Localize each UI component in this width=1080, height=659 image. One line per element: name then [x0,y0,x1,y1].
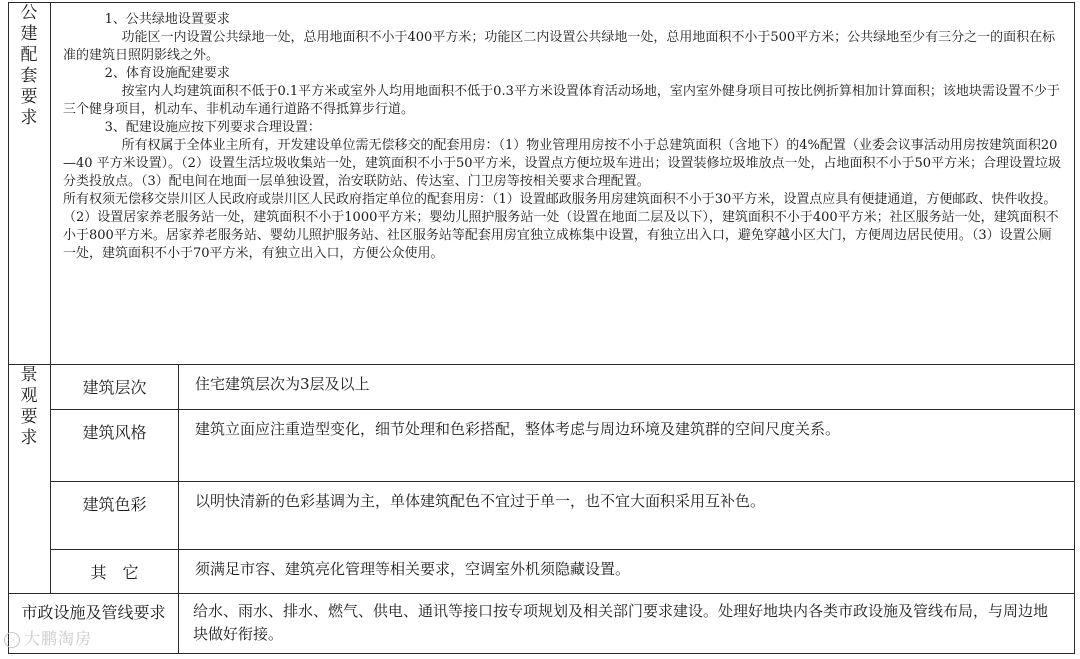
landscape-label-char: 求 [20,428,39,448]
landscape-label [9,365,50,449]
public-facilities-label-char: 配 [20,45,39,65]
landscape-row-2 [9,410,1075,482]
watermark [4,626,92,649]
landscape-value-cell [179,365,1075,410]
regulation-table [8,2,1075,654]
landscape-sub-label: 建筑风格 [82,423,147,442]
paragraph: 功能区一内设置公共绿地一处，总用地面积不小于400平方米；功能区二内设置公共绿地一处，总用地面积不小于500平方米；公共绿地至少有三分之一的面积在标准的建筑日照阴影线之外。 [63,30,1056,63]
landscape-value: 住宅建筑层次为3层及以上 [195,375,370,393]
public-facilities-label-char: 建 [20,24,39,44]
landscape-value: 须满足市容、建筑亮化管理等相关要求，空调室外机须隐藏设置。 [195,560,631,578]
landscape-sub-label-cell [51,365,179,410]
landscape-sub-label-cell [51,482,179,550]
public-facilities-label-char: 求 [20,108,39,128]
landscape-value: 建筑立面应注重造型变化，细节处理和色彩搭配，整体考虑与周边环境及建筑群的空间尺度关系。 [195,420,841,438]
public-facilities-label-cell [9,3,51,365]
paragraph: 2、体育设施配建要求 [104,66,230,81]
landscape-label-char: 景 [20,365,39,385]
landscape-value: 以明快清新的色彩基调为主，单体建筑配色不宜过于单一，也不宜大面积采用互补色。 [195,492,766,510]
landscape-sub-label: 建筑层次 [82,378,147,397]
watermark-logo-icon [4,632,20,648]
paragraph: 所有权须无偿移交崇川区人民政府或崇川区人民政府指定单位的配套用房：（1）设置邮政服务用房建筑面积不小于30平方米，设置点应具有便捷通道，方便邮政、快件收投。（2）设置居家养老服务站一处，建筑面积不小于1000平方米；婴幼儿照护服务站一处（设置在地面二层及以下），建筑面积不小于400平方米；社区服务站一处，建筑面积不小于800平方米。居家养老服务站、婴幼儿照护服务站、社区服务站等配套用房宜独立成栋集中设置，有独立出入口，避免穿越小区大门，方便周边居民使用。（3）设置公厕一处，建筑面积不小于70平方米，有独立出入口，方便公众使用。 [63,192,1059,261]
landscape-label-char: 观 [20,386,39,406]
landscape-sub-label-cell [51,410,179,482]
paragraph: 1、公共绿地设置要求 [104,12,230,27]
paragraph: 按室内人均建筑面积不低于0.1平方米或室外人均用地面积不低于0.3平方米设置体育活动场地，室内室外健身项目可按比例折算相加计算面积；该地块需设置不少于三个健身项目，机动车、非机动车通行道路不得抵算步行道。 [63,84,1060,117]
landscape-row-4 [9,550,1075,594]
municipal-value: 给水、雨水、排水、燃气、供电、通讯等接口按专项规划及相关部门要求建设。处理好地块内各类市政设施及管线布局，与周边地块做好衔接。 [193,602,1049,643]
public-facilities-row [9,3,1075,365]
municipal-row [9,594,1075,654]
landscape-row-1 [9,365,1075,410]
landscape-sub-label: 建筑色彩 [82,495,147,514]
landscape-value-cell [179,410,1075,482]
public-facilities-label [9,3,50,129]
watermark-text: 大鹏淘房 [24,629,93,648]
public-facilities-label-char: 要 [20,87,39,107]
public-facilities-text [51,3,1074,263]
public-facilities-label-char: 公 [20,3,39,23]
landscape-sub-label: 其 它 [90,563,139,582]
paragraph: 3、配建设施应按下列要求合理设置： [104,120,321,135]
municipal-value-cell [179,594,1075,654]
public-facilities-label-char: 套 [20,66,39,86]
landscape-label-cell [9,365,51,594]
municipal-label: 市政设施及管线要求 [21,603,166,622]
landscape-row-3 [9,482,1075,550]
paragraph: 所有权属于全体业主所有，开发建设单位需无偿移交的配套用房：（1）物业管理用房按不小于总建筑面积（含地下）的4%配置（业委会议事活动用房按建筑面积20—40 平方米设置）。（2）设置生活垃圾收集站一处，建筑面积不小于50平方米，设置点方便垃圾车进出；设置装修垃圾堆放点一处，占地面积不小于50平方米；合理设置垃圾分类投放点。（3）配电间在地面一层单独设置，治安联防站、传达室、门卫房等按相关要求合理配置。 [63,138,1062,189]
public-facilities-content-cell [51,3,1075,365]
landscape-sub-label-cell [51,550,179,594]
landscape-value-cell [179,482,1075,550]
landscape-value-cell [179,550,1075,594]
landscape-label-char: 要 [20,407,39,427]
